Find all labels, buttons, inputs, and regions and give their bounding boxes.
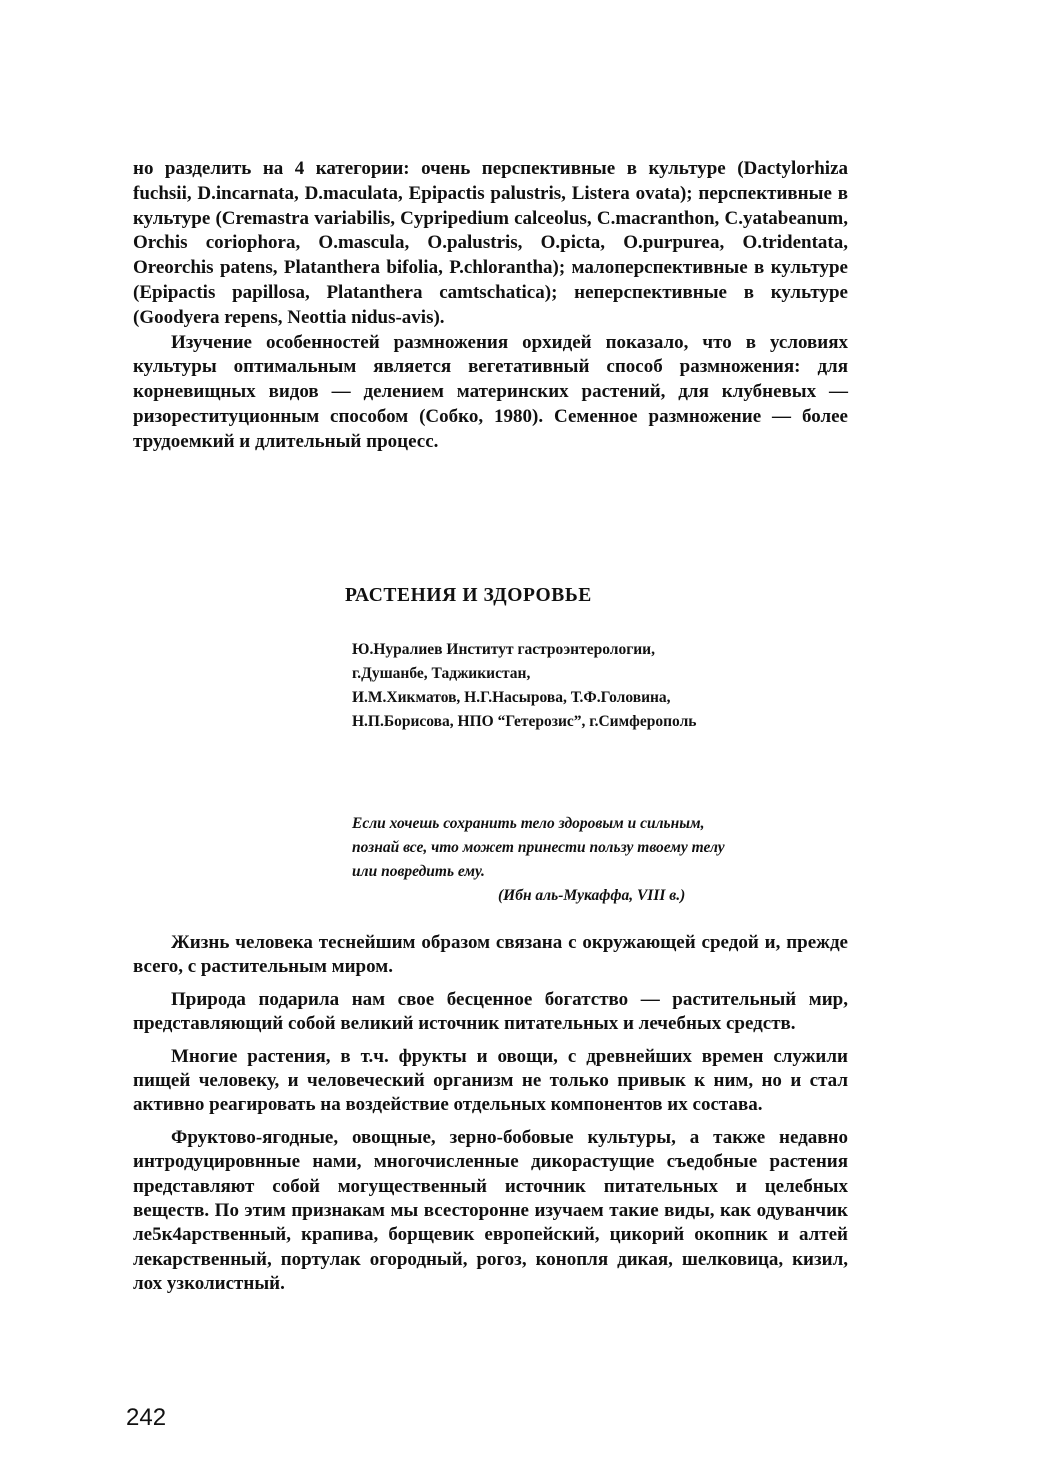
paragraph-body: Фруктово-ягодные, овощные, зерно-бобовые культуры, а также недавно интродуцировнные нами, многочисленные дикорастущие съедобные растения представляют собой могущественный источник питательных и целебных веществ. По этим признакам мы всесторонне изучаем такие виды, как одуванчик ле5к4арственный, крапива, борщевик европейский, цикорий окопник и алтей лекарственный, портулак огородный, рогоз, конопля дикая, шелковица, кизил, лох узколистный. [133, 1126, 848, 1295]
epigraph-line: или повредить ему. [352, 863, 485, 880]
paragraph-orchid-propagation: Изучение особенностей размножения орхидей показало, что в условиях культуры оптимальным является вегетативный способ размножения: для корневищных видов — делением материнских растений, для клубневых — ризореституционным способом (Собко, 1980). Семенное размножение — более трудоемкий и длительный процесс. [133, 331, 848, 452]
author-line: Н.П.Борисова, НПО “Гетерозис”, г.Симферополь [352, 713, 697, 730]
section-title: РАСТЕНИЯ И ЗДОРОВЬЕ [345, 585, 592, 606]
continued-text [133, 157, 848, 455]
epigraph-line: Если хочешь сохранить тело здоровым и сильным, [352, 815, 705, 832]
author-line: г.Душанбе, Таджикистан, [352, 665, 531, 682]
author-line: Ю.Нуралиев Институт гастроэнтерологии, [352, 641, 655, 658]
paragraph-body: Многие растения, в т.ч. фрукты и овощи, с древнейших времен служили пищей человеку, и человеческий организм не только привык к ним, но и стал активно реагировать на воздействие отдельных компонентов их состава. [133, 1045, 848, 1116]
page-number: 242 [126, 1404, 167, 1431]
paragraph-body: Жизнь человека теснейшим образом связана с окружающей средой и, прежде всего, с растительным миром. [133, 932, 848, 978]
epigraph-attribution: (Ибн аль-Мукаффа, VIII в.) [498, 887, 686, 904]
paragraph-orchid-categories: но разделить на 4 категории: очень перспективные в культуре (Dactylorhiza fuchsii, D.incarnata, D.maculata, Epipactis palustris, Listera ovata); перспективные в культуре (Cremastra variabilis, Cypripedium calceolus, C.macranthon, C.yatabeanum, Orchis coriophora, O.mascula, O.palustris, O.picta, O.purpurea, O.tridentata, Oreorchis patens, Platanthera bifolia, P.chlorantha); малоперспективные в культуре (Epipactis papillosa, Platanthera camtschatica); неперспективные в культуре (Goodyera repens, Neottia nidus-avis). [133, 158, 848, 328]
article-body [133, 931, 848, 1305]
epigraph [352, 812, 852, 908]
paragraph-body: Природа подарила нам свое бесценное богатство — растительный мир, представляющий собой великий источник питательных и лечебных средств. [133, 988, 848, 1035]
epigraph-line: познай все, что может принести пользу твоему телу [352, 839, 725, 856]
authors-block [352, 638, 852, 734]
author-line: И.М.Хикматов, Н.Г.Насырова, Т.Ф.Головина, [352, 689, 671, 706]
